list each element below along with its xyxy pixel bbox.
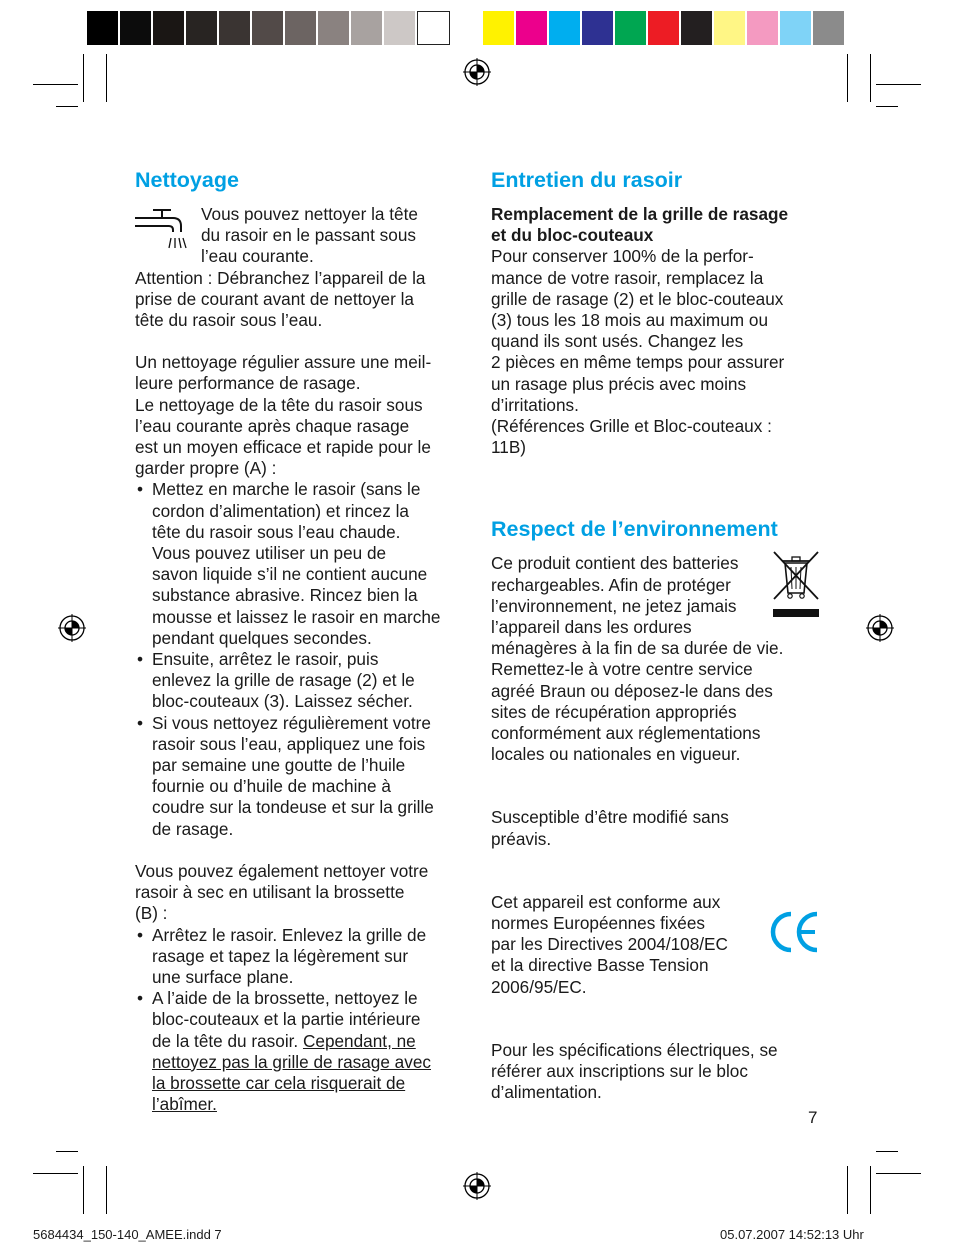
color-swatch [351,11,384,45]
maintenance-heading: Entretien du rasoir [491,168,683,192]
ce-block [491,892,821,998]
footer-timestamp: 05.07.2007 14:52:13 Uhr [720,1227,864,1242]
footer-file-info: 5684434_150-140_AMEE.indd 7 [33,1227,222,1242]
environment-text: Ce produit contient des batteries rechargeables. Afin de protéger l’environnement, ne jetez jamais l’appareil dans les ordures ménagères à la fin de sa durée de vie. Remettez-le à votre centre service agréé Braun ou déposez-le dans des sites de récupération appropriés conformément aux réglementations locales ou nationales en vigueur. [491,553,784,765]
registration-mark-top-icon [463,58,491,86]
color-swatch [252,11,285,45]
warning-underlined: Cependant, ne [302,1030,416,1051]
color-swatch [681,11,714,45]
dry-cleaning-text: Vous pouvez également nettoyer votre rasoir à sec en utilisant la brossette (B) : [135,860,429,924]
environment-block [491,553,821,765]
list-item: • Mettez en marche le rasoir (sans le cordon d’alimentation) et rincez la tête du rasoir sous l’eau chaude. Vous pouvez utiliser un peu de savon liquide s’il ne contient aucune substance abrasive. Rincez bien la mousse et laissez le rasoir en marche pendant quelques secondes. [135,479,470,649]
crossed-bin-icon [771,549,821,619]
color-swatch [153,11,186,45]
water-tap-icon [135,208,191,252]
environment-heading: Respect de l’environnement [491,517,778,542]
ce-text: Cet appareil est conforme aux normes Européennes fixées par les Directives 2004/108/EC et la directive Basse Tension 2006/95/EC. [491,891,728,997]
page-number: 7 [808,1108,818,1127]
electrical-spec-text: Pour les spécifications électriques, se référer aux inscriptions sur le bloc d’alimentation. [491,1039,778,1103]
color-swatch [219,11,252,45]
attention-text: Attention : Débranchez l’appareil de la prise de courant avant de nettoyer la tête du rasoir sous l’eau. [135,267,426,331]
list-item: • Si vous nettoyez régulièrement votre rasoir sous l’eau, appliquez une fois par semaine une goutte de l’huile fournie ou d’huile de machine à coudre sur la tondeuse et sur la grille de rasage. [135,713,470,840]
ce-mark-icon [767,908,821,956]
cleaning-heading: Nettoyage [135,168,239,192]
registration-mark-right-icon [866,614,894,642]
color-swatch [120,11,153,45]
dry-cleaning-list [135,925,470,1116]
tap-intro-text: Vous pouvez nettoyer la tête du rasoir en le passant sous l’eau courante. [201,204,418,267]
color-swatch [318,11,351,45]
color-swatch [87,11,120,45]
list-item: • A l’aide de la brossette, nettoyez le bloc-couteaux et la partie intérieure de la tête du rasoir. Cependant, ne nettoyez pas la grille de rasage avec la brossette car cela risquerait de l’abîmer. [135,988,470,1115]
color-swatch [582,11,615,45]
regular-cleaning-text: Un nettoyage régulier assure une meil- leure performance de rasage. Le nettoyage de la tête du rasoir sous l’eau courante après chaque rasage est un moyen efficace et rapide pour le garder propre (A) : [135,352,432,479]
color-swatch [549,11,582,45]
tap-intro [135,204,470,268]
color-swatch [417,11,450,45]
color-swatch [648,11,681,45]
replacement-text: Pour conserver 100% de la perfor- mance de votre rasoir, remplacez la grille de rasage (2) et le bloc-couteaux (3) tous les 18 mois au maximum ou quand ils sont usés. Changez les 2 pièces en même temps pour assurer un rasage plus précis avec moins d’irritations. (Références Grille et Bloc-couteaux : 11B) [491,246,785,458]
replacement-subheading: Remplacement de la grille de rasage et du bloc-couteaux [491,204,789,246]
color-swatch [780,11,813,45]
list-item: • Arrêtez le rasoir. Enlevez la grille de rasage et tapez la légèrement sur une surface plane. [135,925,470,989]
color-bar-color [483,11,846,45]
color-swatch [186,11,219,45]
wet-cleaning-list [135,479,470,839]
color-bar-grayscale [87,11,450,45]
cleaning-section [135,167,470,1115]
registration-mark-left-icon [58,614,86,642]
maintenance-section [491,167,821,1104]
color-swatch [813,11,846,45]
color-swatch [285,11,318,45]
color-swatch [483,11,516,45]
registration-mark-bottom-icon [463,1172,491,1200]
color-swatch [615,11,648,45]
notice-text: Susceptible d’être modifié sans préavis. [491,807,729,849]
color-swatch [747,11,780,45]
color-swatch [714,11,747,45]
color-swatch [516,11,549,45]
list-item: • Ensuite, arrêtez le rasoir, puis enlevez la grille de rasage (2) et le bloc-couteaux (3). Laissez sécher. [135,649,470,713]
color-swatch [384,11,417,45]
